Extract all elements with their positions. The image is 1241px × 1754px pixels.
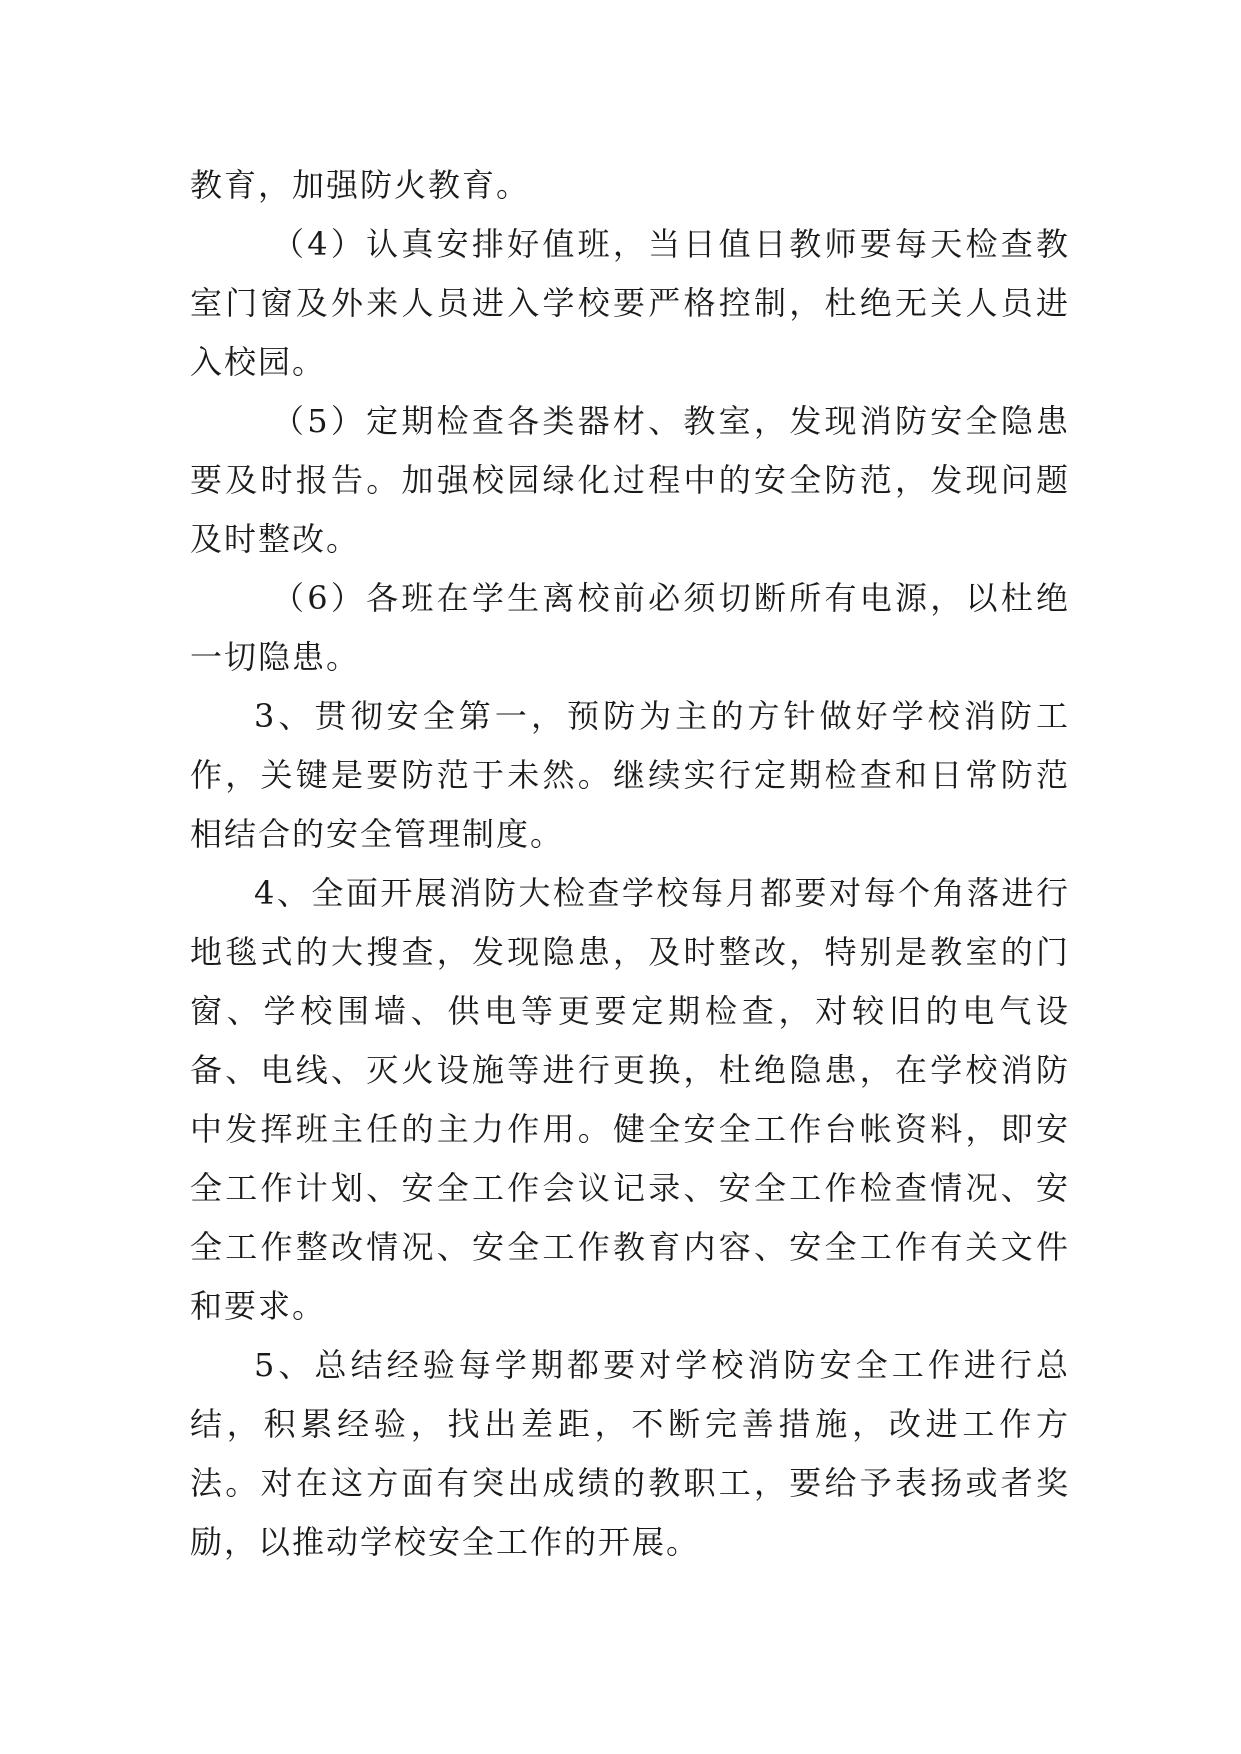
paragraph-section-5: 5、总结经验每学期都要对学校消防安全工作进行总结，积累经验，找出差距，不断完善措施，改进工作方法。对在这方面有突出成绩的教职工，要给予表扬或者奖励，以推动学校安全工作的开展。 [190,1346,1070,1561]
paragraph-item-5: （5）定期检查各类器材、教室，发现消防安全隐患要及时报告。加强校园绿化过程中的安全防范，发现问题及时整改。 [190,402,1070,558]
paragraph-item-4: （4）认真安排好值班，当日值日教师要每天检查教室门窗及外来人员进入学校要严格控制，杜绝无关人员进入校园。 [190,225,1070,381]
document-body [190,156,1070,1572]
paragraph-section-4: 4、全面开展消防大检查学校每月都要对每个角落进行地毯式的大搜查，发现隐患，及时整改，特别是教室的门窗、学校围墙、供电等更要定期检查，对较旧的电气设备、电线、灭火设施等进行更换，杜绝隐患，在学校消防中发挥班主任的主力作用。健全安全工作台帐资料，即安全工作计划、安全工作会议记录、安全工作检查情况、安全工作整改情况、安全工作教育内容、安全工作有关文件和要求。 [190,874,1070,1325]
paragraph-section-3: 3、贯彻安全第一，预防为主的方针做好学校消防工作，关键是要防范于未然。继续实行定期检查和日常防范相结合的安全管理制度。 [190,697,1070,853]
paragraph-item-6: （6）各班在学生离校前必须切断所有电源，以杜绝一切隐患。 [190,579,1070,676]
paragraph-continuation: 教育，加强防火教育。 [190,166,531,204]
